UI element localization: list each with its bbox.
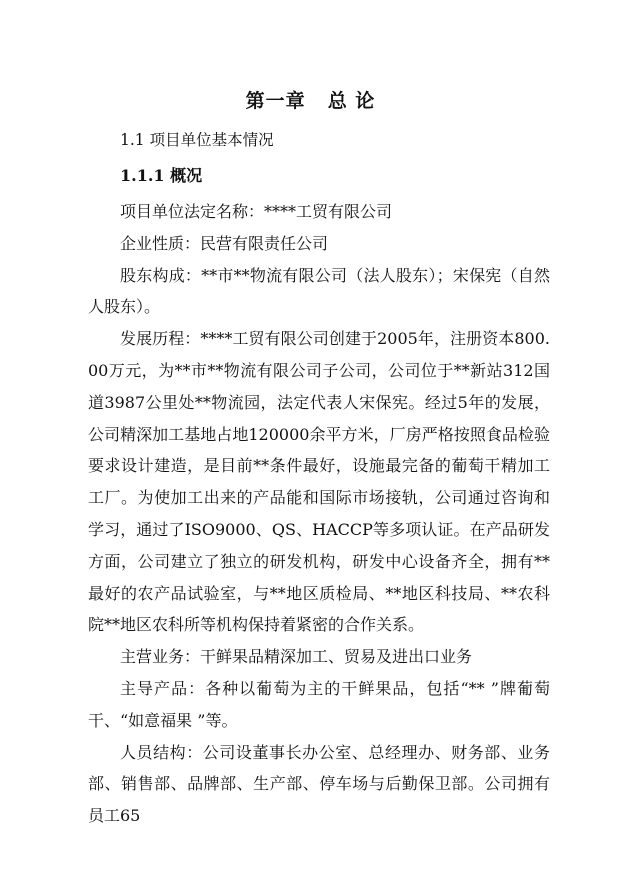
section-heading-1-1: 1.1 项目单位基本情况 <box>120 131 274 149</box>
paragraph-main-business: 主营业务：干鲜果品精深加工、贸易及进出口业务 <box>120 647 473 667</box>
paragraph-shareholders: 股东构成：**市**物流有限公司（法人股东）；宋保宪（自然人股东）。 <box>88 265 550 317</box>
paragraph-history: 发展历程：****工贸有限公司创建于2005年，注册资本800.00万元，为**市**物流有限公司子公司，公司位于**新站312国道3987公里处**物流园，法定代表人宋保宪。经过5年的发展，公司精深加工基地占地120000余平方米，厂房严格按照食品检验要求设计建造，是目前**条件最好，设施最完备的葡萄干精加工工厂。为使加工出来的产品能和国际市场接轨，公司通过咨询和学习，通过了ISO9000、QS、HACCP等多项认证。在产品研发方面，公司建立了独立的研发机构，研发中心设备齐全，拥有**最好的农产品试验室，与**地区质检局、**地区科技局、**农科院**地区农科所等机构保持着紧密的合作关系。 <box>88 329 550 635</box>
paragraph-enterprise-nature: 企业性质：民营有限责任公司 <box>120 233 329 253</box>
paragraph-legal-name: 项目单位法定名称：****工贸有限公司 <box>120 202 393 221</box>
chapter-name: 总 论 <box>327 90 376 112</box>
chapter-number: 第一章 <box>245 90 306 112</box>
paragraph-main-products: 主导产品：各种以葡萄为主的干鲜果品，包括“** ”牌葡萄干、“如意福果 ”等。 <box>88 678 550 730</box>
chapter-title <box>0 86 621 113</box>
paragraph-staff-structure: 人员结构：公司设董事长办公室、总经理办、财务部、业务部、销售部、品牌部、生产部、停车场与后勤保卫部。公司拥有员工65 <box>88 742 550 826</box>
body-text <box>88 196 550 832</box>
section-heading-1-1-1: 1.1.1 概况 <box>120 166 203 185</box>
